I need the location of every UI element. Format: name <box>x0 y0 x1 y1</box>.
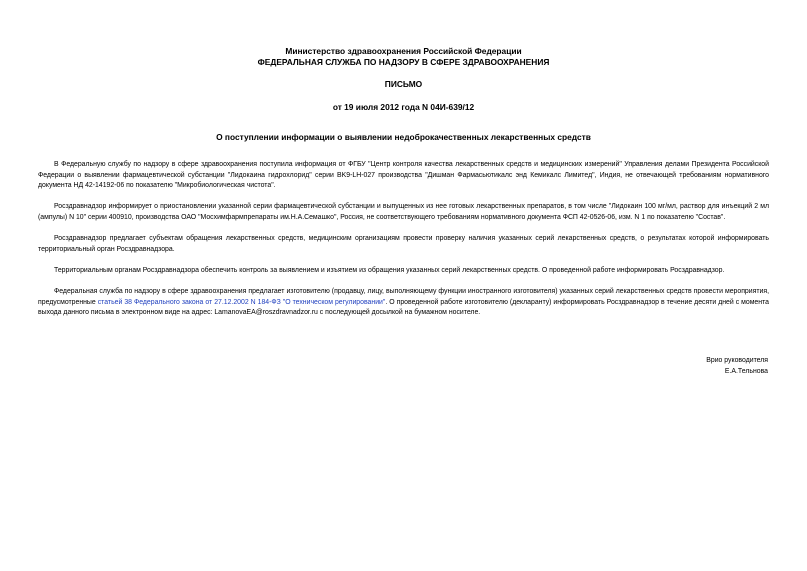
paragraph-5 <box>38 287 769 319</box>
signatory-name: Е.А.Тельнова <box>724 367 768 375</box>
letter-body <box>38 160 769 330</box>
paragraph-5-end: . О проведенной работе изготовителю (декларанту) информировать Росздравнадзор в течение десяти дней с момента выхода данного письма в электронном виде на адрес: LamanovaEA@roszdravnadzor.ru с последующей досылкой на бумажном носителе. <box>38 298 769 317</box>
signatory-position: Врио руководителя <box>706 357 768 364</box>
paragraph-3: Росздравнадзор предлагает субъектам обращения лекарственных средств, медицинским организациям провести проверку наличия указанных серий лекарственных средств, о результатах которой информировать территориальный орган Росздравнадзора. <box>38 235 769 253</box>
paragraph-2: Росздравнадзор информирует о приостановлении указанной серии фармацевтической субстанции и выпущенных из нее готовых лекарственных препаратов, в том числе "Лидокаин 100 мг/мл, раствор для инъекций 2 мл (ампулы) N 10" серии 400910, производства ОАО "Мосхимфармпрепараты им.Н.А.Семашко", Россия, не соответствующего требованиям нормативного документа ФСП 42-0526-06, изм. N 1 по показателю "Состав". <box>38 203 769 221</box>
letter-title: О поступлении информации о выявлении недоброкачественных лекарственных средств <box>216 132 591 142</box>
paragraph-1: В Федеральную службу по надзору в сфере здравоохранения поступила информация от ФГБУ "Центр контроля качества лекарственных средств и медицинских измерений" Управления делами Президента Российской Федерации о выявлении фармацевтической субстанции "Лидокаина гидрохлорид" серии BK9-LH-027 производства "Дишман Фармасьютикалс энд Кемикалс Лимитед", Индия, не отвечающей требованиям нормативного документа НД 42-14192-06 по показателю "Микробиологическая чистота". <box>38 161 769 190</box>
paragraph-5-start: Федеральная служба по надзору в сфере здравоохранения предлагает изготовителю (продавцу, лицу, выполняющему функции иностранного изготовителя) указанных серий лекарственных средств провести мероприятия, предусмотренные <box>38 288 769 306</box>
document-date-number: от 19 июля 2012 года N 04И-639/12 <box>332 101 475 112</box>
document-type: ПИСЬМО <box>384 79 423 89</box>
letter-header <box>0 46 807 112</box>
paragraph-4: Территориальным органам Росздравнадзора обеспечить контроль за выявлением и изъятием из обращения указанных серий лекарственных средств. О проведенной работе информировать Росздравнадзор. <box>54 266 725 274</box>
signature-block <box>706 356 768 378</box>
service-name: ФЕДЕРАЛЬНАЯ СЛУЖБА ПО НАДЗОРУ В СФЕРЕ ЗДРАВООХРАНЕНИЯ <box>257 56 550 67</box>
law-article-link[interactable]: статьей 38 Федерального закона от 27.12.2002 N 184-ФЗ "О техническом регулировании" <box>97 298 386 306</box>
ministry-name: Министерство здравоохранения Российской Федерации <box>285 46 522 56</box>
